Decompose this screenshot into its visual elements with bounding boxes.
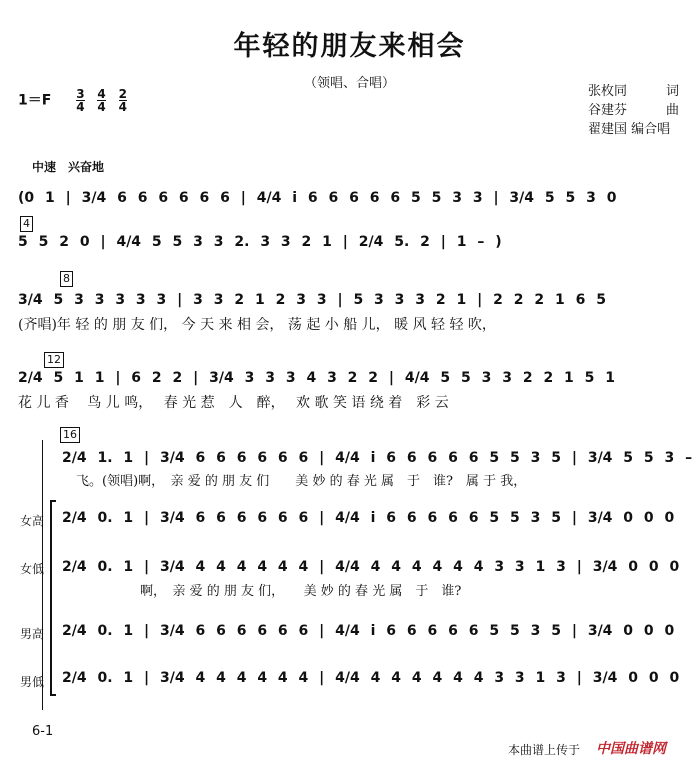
lyricist-credit: 张枚同 词	[588, 84, 680, 99]
rehearsal-mark: 4	[20, 216, 33, 232]
page-title: 年轻的朋友来相会	[233, 31, 466, 62]
score-row: 5 5 2 0 | 4/4 5 5 3 3 2. 3 3 2 1 | 2/4 5. 2 | 1 – )	[18, 234, 502, 250]
page-number: 6-1	[32, 724, 54, 739]
rehearsal-mark: 16	[60, 427, 80, 443]
site-logo: 中国曲谱网	[596, 741, 666, 757]
tempo-marking: 中速 兴奋地	[32, 160, 105, 174]
key-signature	[18, 88, 131, 113]
voice-label: 女低	[20, 562, 45, 576]
composer-credit: 谷建芬 曲	[588, 103, 680, 118]
key-label: 1＝F	[18, 92, 52, 109]
voice-label: 女高	[20, 514, 45, 528]
rehearsal-mark: 8	[60, 271, 73, 287]
voice-label: 男高	[20, 627, 45, 641]
voice-label: 男低	[20, 675, 45, 689]
choir-bracket	[50, 500, 56, 696]
score-row: 2/4 0. 1 | 3/4 6 6 6 6 6 6 | 4/4 i 6 6 6 6 6 5 5 3 5 | 3/4 0 0 0	[62, 510, 675, 526]
time-signature: $\frac{2}{4}$	[118, 87, 128, 114]
score-row: 2/4 1. 1 | 3/4 6 6 6 6 6 6 | 4/4 i 6 6 6 6 6 5 5 3 5 | 3/4 5 5 3 –	[62, 450, 693, 466]
time-signature: $\frac{4}{4}$	[97, 87, 106, 114]
lyrics-line: (齐唱)年 轻 的 朋 友 们， 今 天 来 相 会， 荡 起 小 船 儿， 暖 风 轻 轻 吹，	[18, 317, 496, 333]
score-row: (0 1 | 3/4 6 6 6 6 6 6 | 4/4 i 6 6 6 6 6 5 5 3 3 | 3/4 5 5 3 0	[18, 190, 617, 206]
lyrics-line: 飞。(领唱)啊， 亲 爱 的 朋 友 们 美 妙 的 春 光 属 于 谁? 属 于 我，	[76, 474, 527, 489]
score-row: 2/4 0. 1 | 3/4 6 6 6 6 6 6 | 4/4 i 6 6 6 6 6 5 5 3 5 | 3/4 0 0 0	[62, 623, 675, 639]
score-row: 2/4 0. 1 | 3/4 4 4 4 4 4 4 | 4/4 4 4 4 4 4 4 3 3 1 3 | 3/4 0 0 0	[62, 559, 680, 575]
score-row: 2/4 0. 1 | 3/4 4 4 4 4 4 4 | 4/4 4 4 4 4 4 4 3 3 1 3 | 3/4 0 0 0	[62, 670, 680, 686]
upload-note: 本曲谱上传于	[508, 743, 581, 757]
subtitle: （领唱、合唱）	[303, 76, 395, 91]
rehearsal-mark: 12	[44, 352, 64, 368]
score-row: 2/4 5 1 1 | 6 2 2 | 3/4 3 3 3 4 3 2 2 | 4/4 5 5 3 3 2 2 1 5 1	[18, 370, 616, 386]
lyrics-line: 花 儿 香 鸟 儿 鸣， 春 光 惹 人 醉， 欢 歌 笑 语 绕 着 彩 云	[18, 395, 449, 411]
score-row: 3/4 5 3 3 3 3 3 | 3 3 2 1 2 3 3 | 5 3 3 3 2 1 | 2 2 2 1 6 5	[18, 292, 606, 308]
arranger-credit: 翟建国 编合唱	[588, 122, 671, 137]
time-signature: $\frac{3}{4}$	[76, 87, 85, 114]
lyrics-line: 啊， 亲 爱 的 朋 友 们， 美 妙 的 春 光 属 于 谁?	[140, 584, 462, 599]
